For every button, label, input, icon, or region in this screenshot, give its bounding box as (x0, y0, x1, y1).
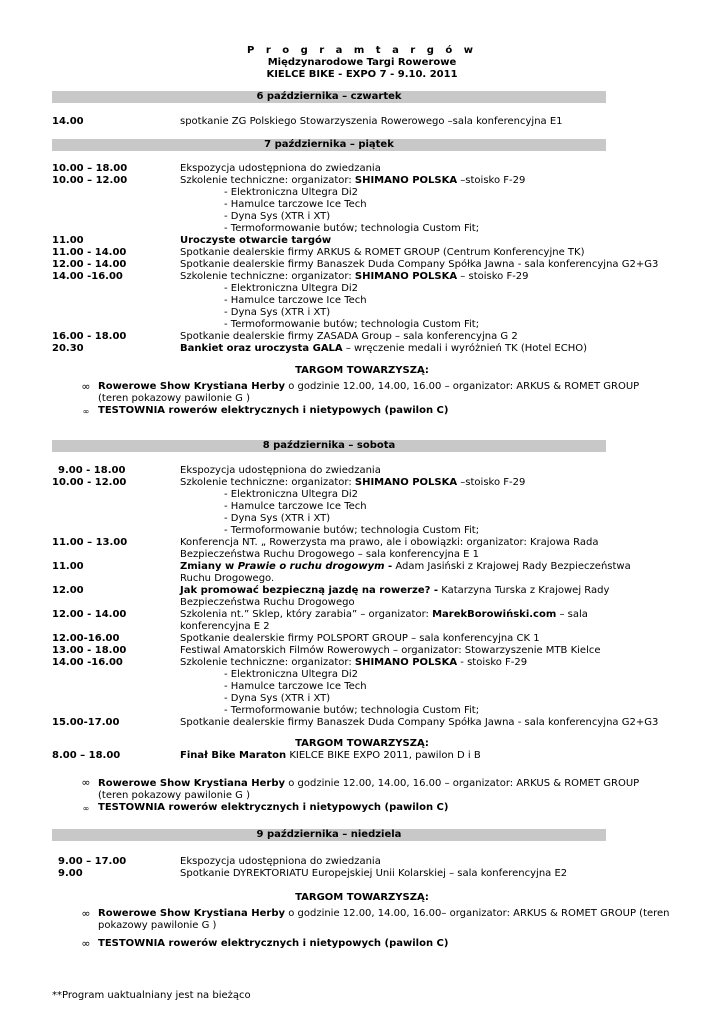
row-time: 16.00 - 18.00 (52, 331, 127, 342)
schedule-row (0, 247, 724, 259)
day-bar-friday: 7 października – piątek (52, 139, 606, 151)
desc-text: o godzinie 12.00, 14.00, 16.00 – organizator: ARKUS & ROMET GROUP (285, 381, 640, 392)
accompanying-item: TESTOWNIA rowerów elektrycznych i nietypowych (pawilon C) (98, 802, 449, 813)
row-time: 9.00 (58, 868, 83, 879)
schedule-row (0, 175, 724, 187)
row-desc: Spotkanie dealerskie firmy POLSPORT GROUP – sala konferencyjna CK 1 (180, 633, 540, 644)
schedule-row (0, 259, 724, 271)
row-desc: Ekspozycja udostępniona do zwiedzania (180, 856, 381, 867)
topic-text: - Hamulce tarczowe Ice Tech (224, 681, 367, 692)
desc-text: - stoisko F-29 (457, 657, 528, 668)
row-time: 12.00 - 14.00 (52, 259, 127, 270)
topic-text: - Hamulce tarczowe Ice Tech (224, 199, 367, 210)
row-desc (180, 561, 660, 585)
accompanying-title: TARGOM TOWARZYSZĄ: (295, 892, 429, 903)
topic-text: - Elektroniczna Ultegra Di2 (224, 187, 359, 198)
row-time: 15.00-17.00 (52, 717, 120, 728)
row-desc: Konferencja NT. „ Rowerzysta ma prawo, ale i obowiązki: organizator: Krajowa Rada Bezpieczeństwa Ruchu Drogowego – sala konferencyjna E 1 (180, 537, 599, 560)
desc-text: Prawie o ruchu drogowym (237, 561, 385, 572)
infinity-bullet-icon: ∞ (82, 804, 90, 813)
row-time: 12.00 - 14.00 (52, 609, 127, 620)
schedule-row (0, 537, 724, 561)
training-topic (0, 211, 724, 223)
desc-text: - (384, 561, 393, 572)
row-desc (180, 175, 525, 187)
row-time: 14.00 -16.00 (52, 271, 123, 282)
desc-text: Szkolenia nt.” Sklep, który zarabia” – organizator: (180, 609, 433, 620)
row-desc: Spotkanie dealerskie firmy Banaszek Duda Company Spółka Jawna - sala konferencyjna G2+G3 (180, 259, 659, 270)
desc-text: Szkolenie techniczne: organizator: (180, 175, 355, 186)
event-name: Bankiet oraz uroczysta GALA (180, 343, 343, 354)
row-desc: Spotkanie dealerskie firmy ARKUS & ROMET GROUP (Centrum Konferencyjne TK) (180, 247, 585, 258)
row-time: 13.00 - 18.00 (52, 645, 127, 656)
topic-text: - Termoformowanie butów; technologia Custom Fit; (224, 705, 480, 716)
organizer-name: SHIMANO POLSKA (354, 175, 458, 186)
schedule-row (0, 645, 724, 657)
organizer-name: SHIMANO POLSKA (354, 477, 458, 488)
row-time: 10.00 - 12.00 (52, 477, 127, 488)
row-time: 10.00 – 18.00 (52, 163, 128, 174)
row-desc (180, 585, 660, 609)
day-bar-saturday: 8 października – sobota (52, 440, 606, 452)
row-desc: Ekspozycja udostępniona do zwiedzania (180, 163, 381, 174)
row-desc (180, 657, 527, 669)
topic-text: - Elektroniczna Ultegra Di2 (224, 489, 359, 500)
accompanying-title: TARGOM TOWARZYSZĄ: (295, 365, 429, 376)
desc-text: –stoisko F-29 (457, 175, 526, 186)
training-topic (0, 501, 724, 513)
desc-text: –stoisko F-29 (457, 477, 526, 488)
row-desc: spotkanie ZG Polskiego Stowarzyszenia Rowerowego –sala konferencyjna E1 (180, 116, 563, 127)
schedule-row (0, 585, 724, 609)
schedule-row (0, 609, 724, 633)
desc-text: Adam Jasiński z Krajowej Rady Bezpieczeństwa Ruchu Drogowego. (180, 561, 631, 584)
organizer-name: MarekBorowiński.com (432, 609, 557, 620)
training-topic (0, 319, 724, 331)
row-time: 11.00 (52, 561, 84, 572)
topic-text: - Elektroniczna Ultegra Di2 (224, 283, 359, 294)
training-topic (0, 489, 724, 501)
row-time: 12.00 (52, 585, 84, 596)
schedule-row (0, 163, 724, 175)
row-time: 11.00 – 13.00 (52, 537, 128, 548)
schedule-row (0, 477, 724, 489)
schedule-row (0, 235, 724, 247)
event-name: Rowerowe Show Krystiana Herby (98, 778, 286, 789)
topic-text: - Dyna Sys (XTR i XT) (224, 211, 331, 222)
organizer-name: SHIMANO POLSKA (354, 657, 458, 668)
desc-text: KIELCE BIKE EXPO 2011, pawilon D i B (286, 750, 481, 761)
event-name: Rowerowe Show Krystiana Herby (98, 381, 286, 392)
training-topic (0, 187, 724, 199)
footer-note: **Program uaktualniany jest na bieżąco (52, 990, 251, 1001)
training-topic (0, 223, 724, 235)
row-time: 8.00 – 18.00 (52, 750, 121, 761)
accompanying-item (98, 908, 678, 932)
event-name: Finał Bike Maraton (180, 750, 287, 761)
infinity-bullet-icon: ∞ (81, 907, 91, 920)
row-desc: Spotkanie DYREKTORIATU Europejskiej Unii Kolarskiej – sala konferencyjna E2 (180, 868, 568, 879)
desc-text: Szkolenie techniczne: organizator: (180, 477, 355, 488)
row-time: 20.30 (52, 343, 84, 354)
row-desc: Uroczyste otwarcie targów (180, 235, 332, 246)
event-name: Rowerowe Show Krystiana Herby (98, 908, 286, 919)
training-topic (0, 295, 724, 307)
topic-text: - Dyna Sys (XTR i XT) (224, 307, 331, 318)
program-heading: P r o g r a m t a r g ó w (247, 45, 477, 56)
row-time: 11.00 - 14.00 (52, 247, 127, 258)
schedule-row (0, 750, 724, 762)
row-desc: Ekspozycja udostępniona do zwiedzania (180, 465, 381, 476)
infinity-bullet-icon: ∞ (82, 407, 90, 416)
row-time: 9.00 - 18.00 (58, 465, 126, 476)
training-topic (0, 199, 724, 211)
desc-text: Szkolenie techniczne: organizator: (180, 271, 355, 282)
schedule-row (0, 465, 724, 477)
schedule-row (0, 116, 724, 128)
accompanying-item (98, 778, 678, 802)
row-time: 14.00 (52, 116, 84, 127)
topic-text: - Hamulce tarczowe Ice Tech (224, 295, 367, 306)
day-bar-thursday: 6 października – czwartek (52, 91, 606, 103)
desc-text: Szkolenie techniczne: organizator: (180, 657, 355, 668)
desc-text: – wręczenie medali i wyróżnień TK (Hotel ECHO) (342, 343, 588, 354)
training-topic (0, 513, 724, 525)
training-topic (0, 307, 724, 319)
accompanying-item: TESTOWNIA rowerów elektrycznych i nietypowych (pawilon C) (98, 405, 449, 416)
training-topic (0, 705, 724, 717)
infinity-bullet-icon: ∞ (81, 776, 91, 789)
topic-text: - Dyna Sys (XTR i XT) (224, 693, 331, 704)
schedule-row (0, 633, 724, 645)
topic-text: - Dyna Sys (XTR i XT) (224, 513, 331, 524)
row-desc: Spotkanie dealerskie firmy Banaszek Duda Company Spółka Jawna - sala konferencyjna G2+G3 (180, 717, 659, 728)
row-time: 14.00 -16.00 (52, 657, 123, 668)
topic-text: - Termoformowanie butów; technologia Custom Fit; (224, 223, 480, 234)
fair-name: Międzynarodowe Targi Rowerowe (267, 57, 457, 68)
desc-text: (teren pokazowy pawilonie G ) (98, 790, 250, 801)
training-topic (0, 681, 724, 693)
day-bar-sunday: 9 października – niedziela (52, 829, 606, 841)
row-desc (180, 609, 660, 633)
row-desc (180, 343, 587, 355)
row-desc: Festiwal Amatorskich Filmów Rowerowych – organizator: Stowarzyszenie MTB Kielce (180, 645, 601, 656)
row-time: 11.00 (52, 235, 84, 246)
organizer-name: SHIMANO POLSKA (354, 271, 458, 282)
topic-text: - Elektroniczna Ultegra Di2 (224, 669, 359, 680)
topic-text: - Hamulce tarczowe Ice Tech (224, 501, 367, 512)
row-desc (180, 271, 529, 283)
desc-text: (teren pokazowy pawilonie G ) (98, 393, 250, 404)
infinity-bullet-icon: ∞ (81, 380, 91, 393)
topic-text: - Termoformowanie butów; technologia Custom Fit; (224, 319, 480, 330)
schedule-row (0, 561, 724, 585)
row-desc (180, 477, 525, 489)
schedule-row (0, 717, 724, 729)
topic-text: - Termoformowanie butów; technologia Custom Fit; (224, 525, 480, 536)
training-topic (0, 693, 724, 705)
schedule-row (0, 657, 724, 669)
desc-text: o godzinie 12.00, 14.00, 16.00 – organizator: ARKUS & ROMET GROUP (285, 778, 640, 789)
row-desc: Spotkanie dealerskie firmy ZASADA Group – sala konferencyjna G 2 (180, 331, 518, 342)
schedule-row (0, 868, 724, 880)
infinity-bullet-icon: ∞ (81, 937, 91, 950)
schedule-row (0, 271, 724, 283)
row-time: 10.00 – 12.00 (52, 175, 128, 186)
row-desc (180, 750, 481, 762)
accompanying-title: TARGOM TOWARZYSZĄ: (295, 738, 429, 749)
desc-text: Jak promować bezpieczną jazdę na rowerze? - (180, 585, 439, 596)
accompanying-item (98, 381, 678, 405)
desc-text: Zmiany w (180, 561, 238, 572)
training-topic (0, 525, 724, 537)
desc-text: Katarzyna Turska z Krajowej Rady Bezpieczeństwa Ruchu Drogowego (180, 585, 610, 608)
desc-text: – stoisko F-29 (457, 271, 529, 282)
desc-text: – sala konferencyjna E 2 (180, 609, 588, 632)
training-topic (0, 669, 724, 681)
schedule-row (0, 856, 724, 868)
row-time: 9.00 – 17.00 (58, 856, 127, 867)
training-topic (0, 283, 724, 295)
row-time: 12.00-16.00 (52, 633, 120, 644)
accompanying-item: TESTOWNIA rowerów elektrycznych i nietypowych (pawilon C) (98, 938, 449, 949)
fair-dates: KIELCE BIKE - EXPO 7 - 9.10. 2011 (266, 69, 458, 80)
schedule-row (0, 343, 724, 355)
desc-text: o godzinie 12.00, 14.00, 16.00– organizator: ARKUS & ROMET GROUP (teren pokazowy pawilonie G ) (98, 908, 670, 931)
schedule-row (0, 331, 724, 343)
